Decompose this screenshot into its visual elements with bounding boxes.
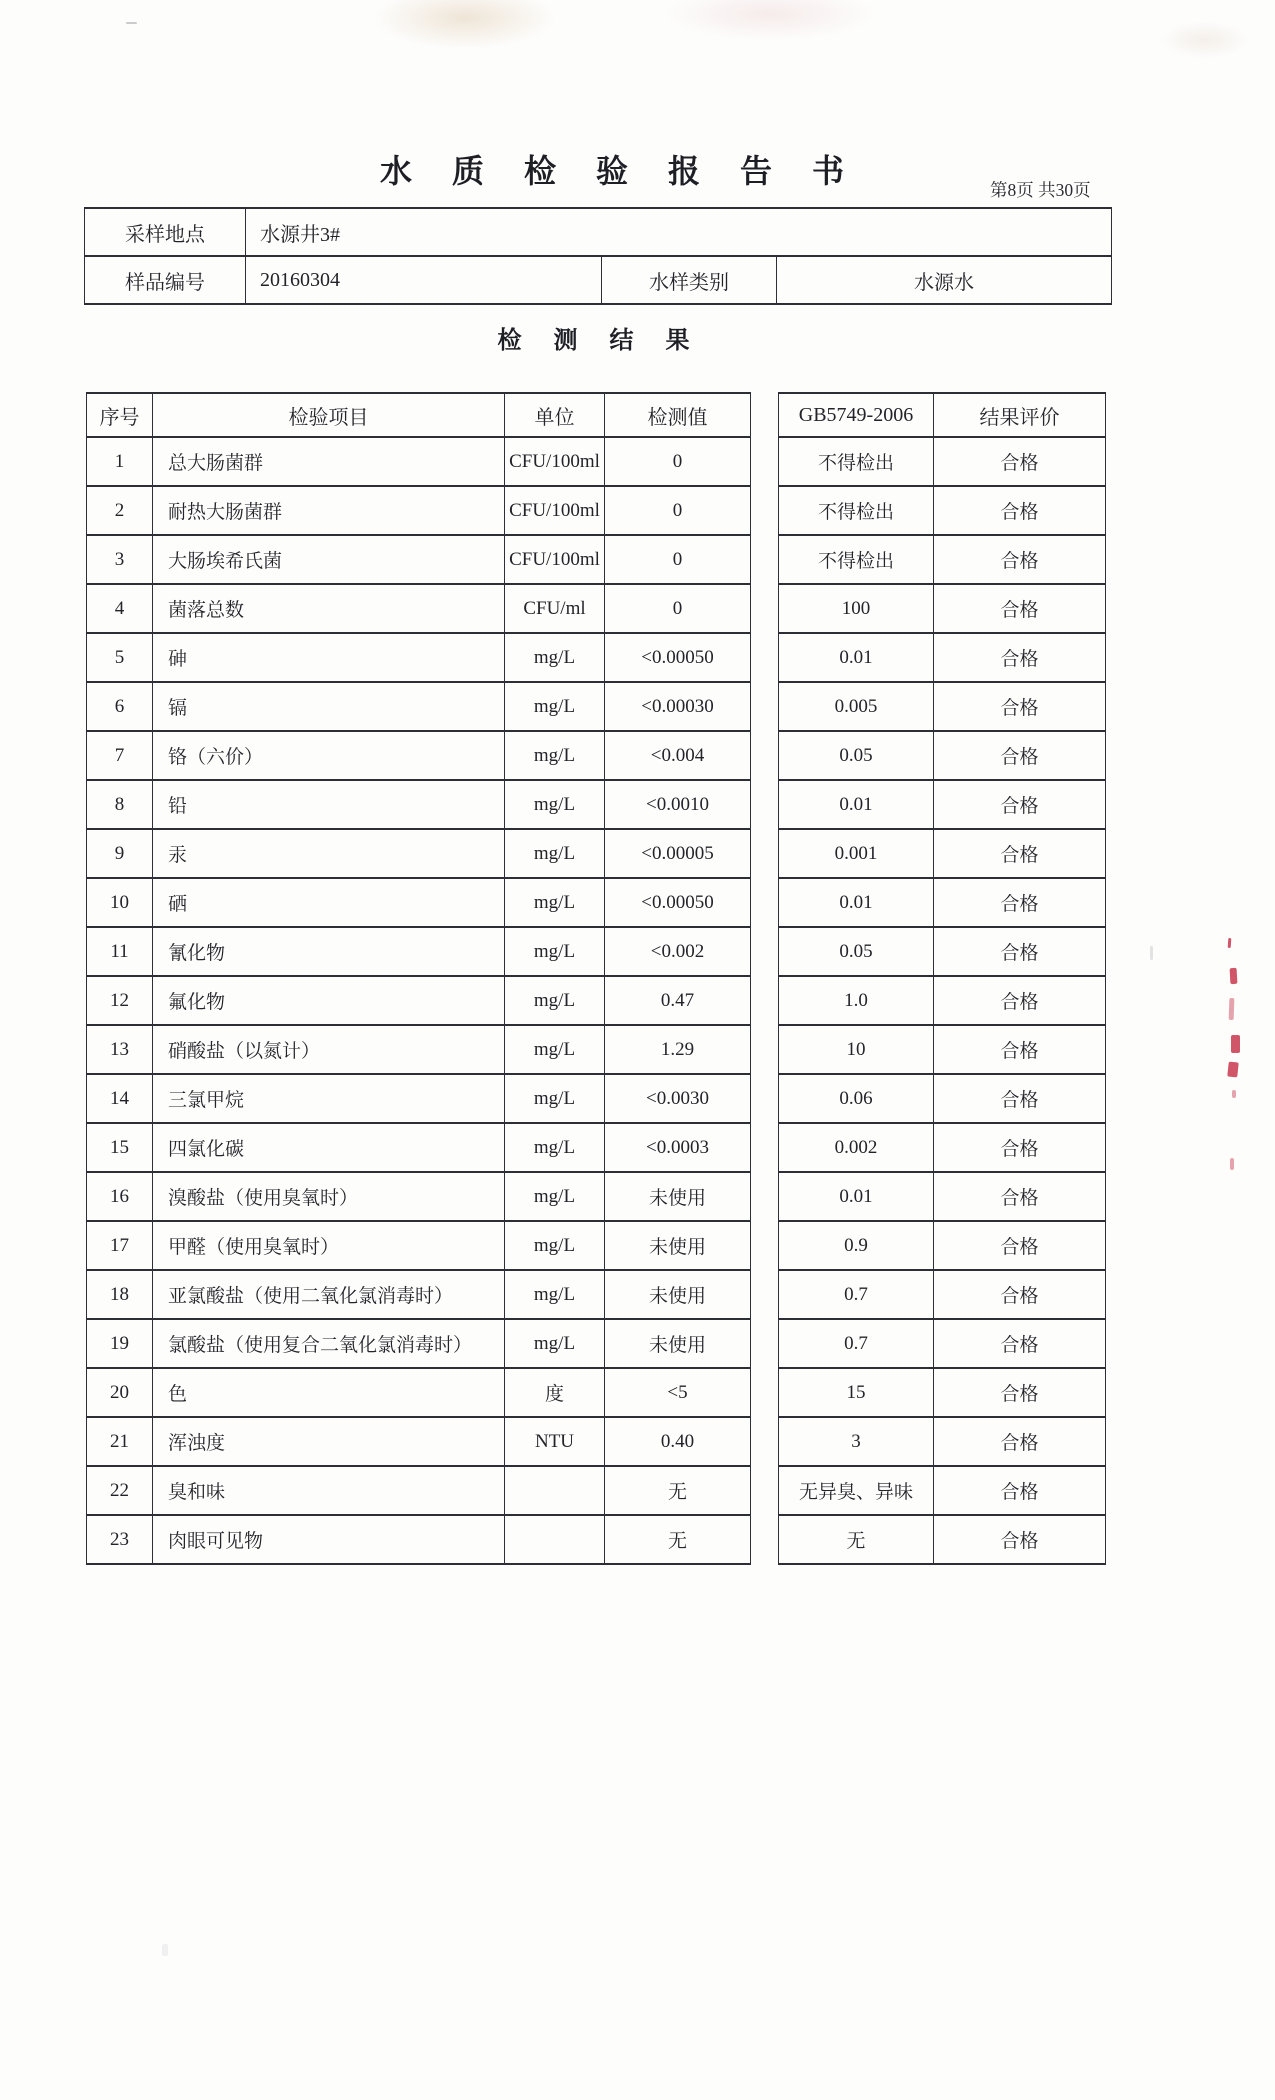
cell-unit: mg/L [505,1123,605,1172]
sample-number-label: 样品编号 [85,256,246,304]
header-index: 序号 [87,393,153,437]
results-row-right [779,437,1106,486]
cell-index: 4 [87,584,153,633]
cell-standard: 10 [779,1025,934,1074]
cell-value: <0.0003 [605,1123,751,1172]
cell-standard: 15 [779,1368,934,1417]
results-row-right [779,927,1106,976]
cell-unit: mg/L [505,1270,605,1319]
cell-evaluation: 合格 [934,780,1106,829]
cell-evaluation: 合格 [934,1123,1106,1172]
cell-index: 22 [87,1466,153,1515]
sample-info-row-number [85,256,1112,304]
cell-index: 18 [87,1270,153,1319]
cell-value: <0.00005 [605,829,751,878]
cell-standard: 1.0 [779,976,934,1025]
cell-standard: 0.7 [779,1319,934,1368]
cell-item: 硝酸盐（以氮计） [153,1025,505,1074]
results-row [87,1221,751,1270]
cell-item: 镉 [153,682,505,731]
cell-item: 色 [153,1368,505,1417]
cell-value: 未使用 [605,1270,751,1319]
cell-evaluation: 合格 [934,1172,1106,1221]
cell-index: 2 [87,486,153,535]
cell-evaluation: 合格 [934,878,1106,927]
sample-location-label: 采样地点 [85,208,246,256]
cell-item: 菌落总数 [153,584,505,633]
cell-evaluation: 合格 [934,1515,1106,1564]
cell-value: 未使用 [605,1172,751,1221]
cell-index: 14 [87,1074,153,1123]
cell-evaluation: 合格 [934,1319,1106,1368]
results-row [87,1515,751,1564]
cell-unit: CFU/100ml [505,437,605,486]
cell-unit: mg/L [505,1319,605,1368]
cell-unit: mg/L [505,682,605,731]
cell-index: 23 [87,1515,153,1564]
header-unit: 单位 [505,393,605,437]
cell-item: 氟化物 [153,976,505,1025]
results-header-row [87,393,751,437]
document-title: 水 质 检 验 报 告 书 [379,153,860,189]
section-title: 检 测 结 果 [497,328,703,354]
cell-item: 溴酸盐（使用臭氧时） [153,1172,505,1221]
cell-value: <5 [605,1368,751,1417]
cell-unit: mg/L [505,731,605,780]
cell-value: <0.00030 [605,682,751,731]
header-value: 检测值 [605,393,751,437]
cell-standard: 0.05 [779,927,934,976]
header-evaluation: 结果评价 [934,393,1106,437]
cell-unit [505,1466,605,1515]
cell-item: 四氯化碳 [153,1123,505,1172]
cell-evaluation: 合格 [934,486,1106,535]
cell-unit: mg/L [505,780,605,829]
cell-value: 未使用 [605,1319,751,1368]
results-table-right [778,392,1106,1565]
cell-value: 无 [605,1466,751,1515]
cell-item: 氰化物 [153,927,505,976]
cell-standard: 0.06 [779,1074,934,1123]
cell-index: 13 [87,1025,153,1074]
results-row [87,486,751,535]
cell-item: 总大肠菌群 [153,437,505,486]
cell-item: 甲醛（使用臭氧时） [153,1221,505,1270]
cell-standard: 0.9 [779,1221,934,1270]
results-row-right [779,584,1106,633]
cell-value: 0.47 [605,976,751,1025]
results-row [87,878,751,927]
cell-standard: 无异臭、异味 [779,1466,934,1515]
cell-evaluation: 合格 [934,584,1106,633]
results-row [87,633,751,682]
cell-unit: CFU/ml [505,584,605,633]
cell-unit: NTU [505,1417,605,1466]
cell-standard: 100 [779,584,934,633]
results-row [87,1368,751,1417]
cell-value: 0 [605,584,751,633]
cell-unit: mg/L [505,976,605,1025]
cell-standard: 3 [779,1417,934,1466]
cell-index: 8 [87,780,153,829]
cell-evaluation: 合格 [934,1368,1106,1417]
cell-value: 0.40 [605,1417,751,1466]
cell-standard: 不得检出 [779,486,934,535]
cell-item: 浑浊度 [153,1417,505,1466]
results-row-right [779,1123,1106,1172]
cell-evaluation: 合格 [934,1417,1106,1466]
results-row-right [779,633,1106,682]
results-row [87,731,751,780]
cell-standard: 0.01 [779,780,934,829]
cell-item: 硒 [153,878,505,927]
cell-standard: 0.01 [779,633,934,682]
cell-index: 12 [87,976,153,1025]
cell-index: 7 [87,731,153,780]
cell-value: 无 [605,1515,751,1564]
results-row [87,1074,751,1123]
cell-unit: mg/L [505,878,605,927]
cell-unit: mg/L [505,1172,605,1221]
results-row [87,682,751,731]
results-row [87,1025,751,1074]
sample-info-table [84,207,1112,305]
cell-standard: 0.002 [779,1123,934,1172]
cell-unit: mg/L [505,1221,605,1270]
cell-item: 铅 [153,780,505,829]
cell-index: 5 [87,633,153,682]
cell-evaluation: 合格 [934,535,1106,584]
results-row-right [779,1172,1106,1221]
cell-unit: mg/L [505,829,605,878]
results-row-right [779,1221,1106,1270]
cell-item: 铬（六价） [153,731,505,780]
results-row-right [779,1466,1106,1515]
cell-value: 1.29 [605,1025,751,1074]
cell-value: <0.004 [605,731,751,780]
cell-unit: mg/L [505,633,605,682]
results-header-row-right [779,393,1106,437]
cell-unit: 度 [505,1368,605,1417]
results-row [87,1466,751,1515]
cell-value: <0.0030 [605,1074,751,1123]
results-row-right [779,780,1106,829]
cell-item: 汞 [153,829,505,878]
water-type-value: 水源水 [777,256,1112,304]
water-type-label: 水样类别 [602,256,777,304]
cell-unit: mg/L [505,1074,605,1123]
results-row [87,1172,751,1221]
cell-unit: mg/L [505,927,605,976]
cell-value: 未使用 [605,1221,751,1270]
results-row [87,780,751,829]
sample-location-value: 水源井3# [246,208,1112,256]
cell-standard: 0.001 [779,829,934,878]
header-standard: GB5749-2006 [779,393,934,437]
results-table-left [86,392,751,1565]
header-item: 检验项目 [153,393,505,437]
results-row-right [779,682,1106,731]
cell-index: 3 [87,535,153,584]
results-row [87,437,751,486]
results-row-right [779,1368,1106,1417]
cell-unit [505,1515,605,1564]
results-row [87,927,751,976]
cell-index: 21 [87,1417,153,1466]
cell-item: 氯酸盐（使用复合二氧化氯消毒时） [153,1319,505,1368]
cell-index: 6 [87,682,153,731]
results-row-right [779,1074,1106,1123]
cell-item: 大肠埃希氏菌 [153,535,505,584]
sample-info-row-location [85,208,1112,256]
cell-evaluation: 合格 [934,829,1106,878]
cell-index: 17 [87,1221,153,1270]
cell-evaluation: 合格 [934,731,1106,780]
cell-item: 砷 [153,633,505,682]
cell-evaluation: 合格 [934,1074,1106,1123]
results-row-right [779,976,1106,1025]
cell-unit: CFU/100ml [505,535,605,584]
cell-value: 0 [605,535,751,584]
cell-evaluation: 合格 [934,437,1106,486]
cell-value: <0.00050 [605,633,751,682]
results-row-right [779,829,1106,878]
cell-index: 9 [87,829,153,878]
cell-index: 10 [87,878,153,927]
cell-standard: 无 [779,1515,934,1564]
cell-item: 亚氯酸盐（使用二氧化氯消毒时） [153,1270,505,1319]
cell-standard: 0.7 [779,1270,934,1319]
cell-unit: mg/L [505,1025,605,1074]
cell-index: 11 [87,927,153,976]
cell-evaluation: 合格 [934,1221,1106,1270]
cell-value: <0.00050 [605,878,751,927]
cell-evaluation: 合格 [934,1270,1106,1319]
results-row [87,535,751,584]
cell-index: 19 [87,1319,153,1368]
cell-evaluation: 合格 [934,682,1106,731]
results-row-right [779,1515,1106,1564]
page-number: 第8页 共30页 [990,180,1091,200]
cell-evaluation: 合格 [934,1466,1106,1515]
cell-evaluation: 合格 [934,1025,1106,1074]
results-row [87,1270,751,1319]
cell-value: <0.002 [605,927,751,976]
results-row [87,829,751,878]
results-row [87,584,751,633]
results-row-right [779,731,1106,780]
cell-value: 0 [605,437,751,486]
cell-value: 0 [605,486,751,535]
results-row [87,976,751,1025]
results-row-right [779,486,1106,535]
results-row-right [779,1270,1106,1319]
results-row-right [779,1319,1106,1368]
cell-standard: 0.01 [779,1172,934,1221]
results-row [87,1417,751,1466]
sample-number-value: 20160304 [246,256,602,304]
cell-item: 三氯甲烷 [153,1074,505,1123]
cell-item: 耐热大肠菌群 [153,486,505,535]
cell-standard: 不得检出 [779,437,934,486]
results-row-right [779,535,1106,584]
cell-evaluation: 合格 [934,976,1106,1025]
cell-index: 1 [87,437,153,486]
cell-evaluation: 合格 [934,927,1106,976]
cell-standard: 不得检出 [779,535,934,584]
results-row [87,1123,751,1172]
cell-value: <0.0010 [605,780,751,829]
cell-index: 20 [87,1368,153,1417]
results-row-right [779,1417,1106,1466]
cell-standard: 0.05 [779,731,934,780]
cell-standard: 0.01 [779,878,934,927]
cell-index: 16 [87,1172,153,1221]
results-row-right [779,878,1106,927]
cell-unit: CFU/100ml [505,486,605,535]
results-row-right [779,1025,1106,1074]
cell-item: 肉眼可见物 [153,1515,505,1564]
cell-index: 15 [87,1123,153,1172]
cell-evaluation: 合格 [934,633,1106,682]
results-row [87,1319,751,1368]
cell-item: 臭和味 [153,1466,505,1515]
cell-standard: 0.005 [779,682,934,731]
